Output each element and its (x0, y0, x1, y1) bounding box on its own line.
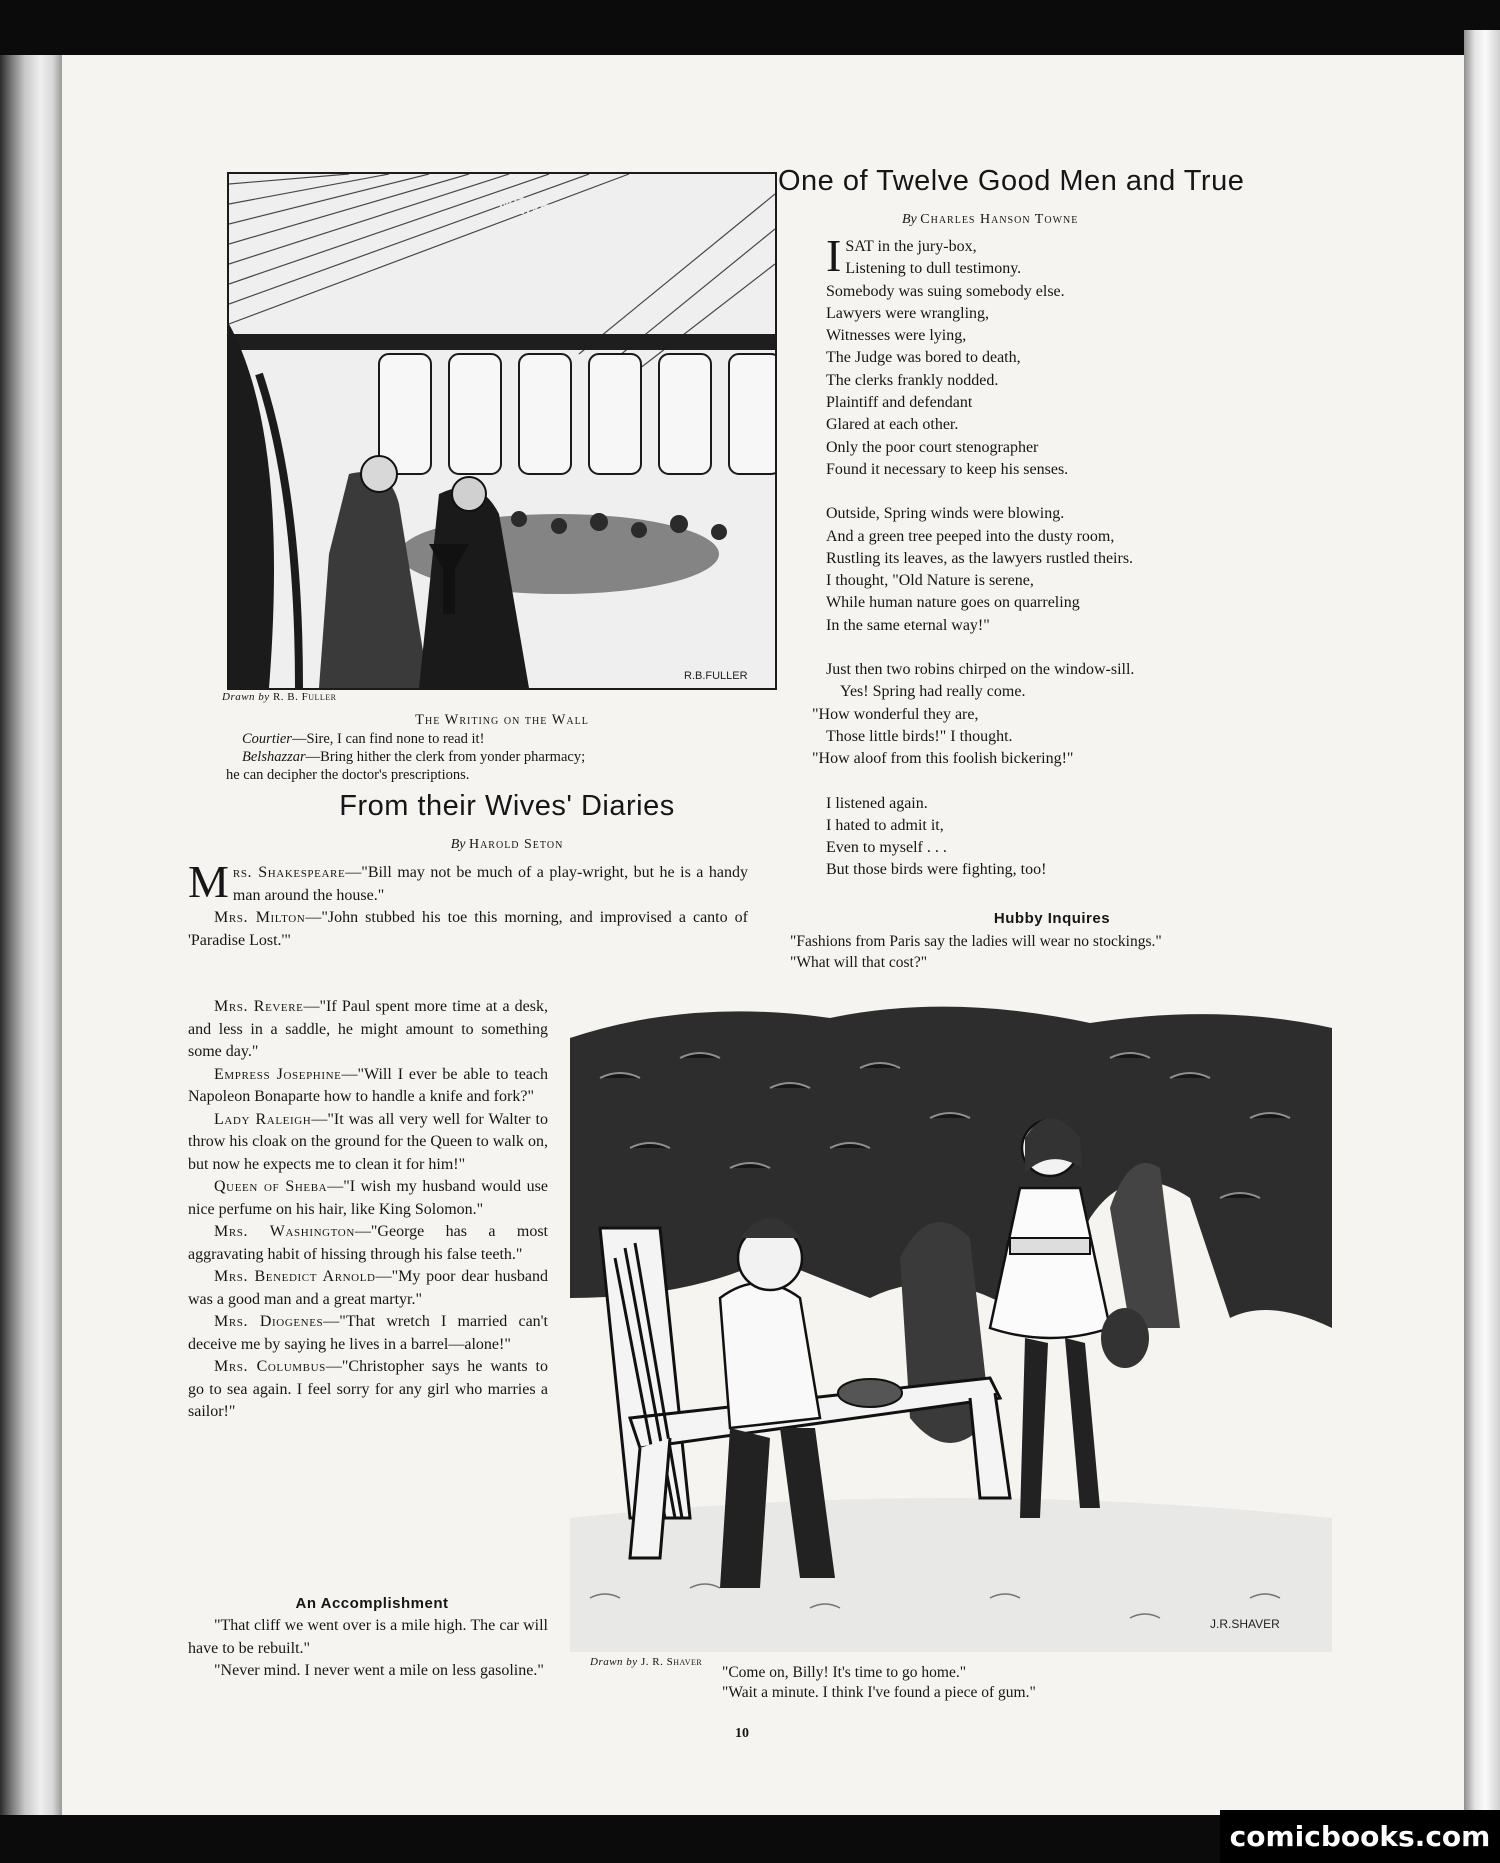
accomplishment-title: An Accomplishment (295, 1595, 449, 1612)
diary-entry-arnold (188, 1266, 548, 1311)
speaker: Mrs. Revere (214, 998, 304, 1015)
poem-line: Yes! Spring had really come. (840, 683, 1026, 701)
cartoon-caption-title: The Writing on the Wall (415, 712, 589, 728)
diaries-top-block (188, 856, 749, 952)
hubby-title: Hubby Inquires (993, 910, 1111, 927)
caption-text-1: —Sire, I can find none to read it! (291, 731, 485, 747)
poem-line: Plaintiff and defendant (826, 394, 973, 412)
credit-shaver (590, 1656, 702, 1668)
bench-caption-1: "Come on, Billy! It's time to go home." (722, 1664, 967, 1681)
entry-text: —"Christopher says he wants to go to sea again. I feel sorry for any girl who marries a sailor!" (188, 1358, 548, 1420)
poem-first-line: SAT in the jury-box, (845, 238, 977, 255)
speaker: Mrs. Columbus (214, 1358, 326, 1375)
poem-line: Somebody was suing somebody else. (826, 282, 1065, 300)
credit-fuller (222, 691, 337, 703)
diaries-dropcap: M (188, 856, 229, 907)
poem-line: I thought, "Old Nature is serene, (826, 572, 1034, 590)
speaker: Lady Raleigh (214, 1110, 312, 1128)
entry-text: —"Bill may not be much of a play-wright, but he is a handy man around the house." (232, 864, 749, 904)
hubby-line-2: "What will that cost?" (790, 954, 928, 971)
poem-line: Even to myself . . . (826, 839, 947, 857)
diaries-narrow-block (188, 996, 548, 1424)
poem-line: Lawyers were wrangling, (826, 304, 990, 322)
cartoon-feast-drawing (229, 174, 775, 688)
wall-writing-2: MENE (509, 229, 562, 254)
poem-line: I listened again. (826, 794, 928, 812)
poem-title: One of Twelve Good Men and True (778, 165, 1245, 197)
entry-text: —"It was all very well for Walter to throw his cloak on the ground for the Queen to walk on, but now he expects me to clean it for him!" (188, 1110, 548, 1173)
entry-text: —"If Paul spent more time at a desk, and less in a saddle, he might amount to something some day." (188, 998, 548, 1060)
cartoon-bench-drawing (570, 998, 1332, 1652)
poem-line: Glared at each other. (826, 416, 959, 434)
poem-byline (902, 212, 1078, 228)
entry-text: —"George has a most aggravating habit of hissing through his false teeth." (188, 1223, 548, 1263)
diary-entry-columbus (188, 1356, 548, 1424)
diary-entry-raleigh (188, 1109, 548, 1177)
speaker: Mrs. Milton (214, 909, 306, 926)
diary-entry-milton (188, 907, 748, 952)
entry-text: —"I wish my husband would use nice perfume on his hair, like King Solomon." (188, 1178, 549, 1218)
poem-line-2: Listening to dull testimony. (845, 260, 1022, 278)
entry-text: —"John stubbed his toe this morning, and improvised a canto of 'Paradise Lost.'" (188, 909, 748, 949)
book-spine-right (1464, 30, 1500, 1820)
poem-stanza-2 (826, 503, 1426, 637)
poem-line: The Judge was bored to death, (826, 349, 1021, 367)
signature-fuller: R.B.FULLER (684, 670, 748, 682)
credit-prefix: Drawn by (222, 691, 270, 703)
caption-line-3: he can decipher the doctor's prescriptions. (226, 767, 470, 783)
credit-name: J. R. Shaver (640, 1656, 703, 1668)
diary-entry-josephine (188, 1064, 548, 1109)
speaker-courtier: Courtier (242, 731, 292, 747)
poem-line: But those birds were fighting, too! (826, 861, 1047, 879)
diary-entry-sheba (188, 1176, 548, 1221)
caption-text-2: —Bring hither the clerk from yonder pharmacy; (305, 749, 586, 765)
book-spine-left (0, 55, 62, 1815)
poem-stanza-3 (812, 659, 1426, 770)
entry-text: —"That wretch I married can't deceive me by saying he lives in a barrel—alone!" (188, 1313, 548, 1353)
watermark-site: comicbooks.com (1220, 1810, 1500, 1863)
accomplishment-body (188, 1615, 548, 1683)
wall-writing-3: TEKEL (504, 263, 571, 288)
diary-entry-shakespeare (188, 856, 749, 907)
poem-dropcap: I (826, 230, 842, 281)
byline-prefix: By (450, 837, 466, 852)
poem-line: Just then two robins chirped on the window-sill. (826, 661, 1135, 679)
poem-line: Witnesses were lying, (826, 327, 967, 345)
poem-line: Found it necessary to keep his senses. (826, 460, 1069, 478)
poem-line: Rustling its leaves, as the lawyers rustled theirs. (826, 549, 1134, 567)
poem-line: Only the poor court stenographer (826, 438, 1039, 456)
diaries-title: From their Wives' Diaries (339, 790, 675, 822)
diary-entry-revere (188, 996, 548, 1064)
speaker-belshazzar: Belshazzar (242, 749, 306, 765)
poem-line: In the same eternal way!" (826, 616, 990, 634)
speaker: Queen of Sheba (214, 1178, 328, 1195)
poem-stanza-1 (826, 281, 1426, 482)
wall-writing-1: MENE (499, 195, 552, 220)
poem-line: Outside, Spring winds were blowing. (826, 505, 1065, 523)
bench-caption-2: "Wait a minute. I think I've found a piece of gum." (722, 1684, 1036, 1701)
poem-line: The clerks frankly nodded. (826, 371, 999, 389)
diary-entry-diogenes (188, 1311, 548, 1356)
poem-stanza-4 (826, 793, 1426, 882)
poem-body (812, 230, 1426, 882)
credit-name: R. B. Fuller (272, 691, 337, 703)
entry-text: —"My poor dear husband was a good man and a great martyr." (188, 1268, 548, 1308)
poem-line: I hated to admit it, (826, 816, 944, 834)
cartoon-park-bench (570, 998, 1332, 1652)
poem-line: While human nature goes on quarreling (826, 594, 1080, 612)
speaker: Mrs. Washington (214, 1223, 355, 1240)
signature-shaver: J.R.SHAVER (1210, 1617, 1280, 1631)
diary-entry-washington (188, 1221, 548, 1266)
magazine-page (62, 55, 1464, 1815)
poem-line: Those little birds!" I thought. (826, 727, 1013, 745)
speaker: Mrs. Benedict Arnold (214, 1268, 376, 1285)
credit-prefix: Drawn by (590, 1656, 638, 1668)
entry-text: —"Will I ever be able to teach Napoleon Bonaparte how to handle a knife and fork?" (188, 1065, 548, 1105)
diaries-byline (392, 837, 622, 853)
poem-line: "How aloof from this foolish bickering!" (812, 750, 1074, 768)
cartoon-writing-on-wall (227, 172, 777, 690)
speaker: rs. Shakespeare (232, 864, 346, 881)
accomplishment-para-2: "Never mind. I never went a mile on less gasoline." (214, 1662, 544, 1679)
page-number: 10 (735, 1726, 749, 1741)
caption-line-2 (242, 748, 585, 766)
speaker: Empress Josephine (214, 1065, 342, 1083)
byline-author: Harold Seton (468, 837, 564, 852)
poem-line: "How wonderful they are, (812, 705, 979, 723)
speaker: Mrs. Diogenes (214, 1313, 324, 1330)
byline-author: Charles Hanson Towne (920, 212, 1079, 227)
poem-line: And a green tree peeped into the dusty room, (826, 527, 1115, 545)
hubby-line-1: "Fashions from Paris say the ladies will wear no stockings." (790, 933, 1162, 950)
accomplishment-para-1: "That cliff we went over is a mile high. The car will have to be rebuilt." (188, 1617, 548, 1657)
caption-line-1 (242, 730, 484, 748)
byline-prefix: By (902, 212, 917, 227)
